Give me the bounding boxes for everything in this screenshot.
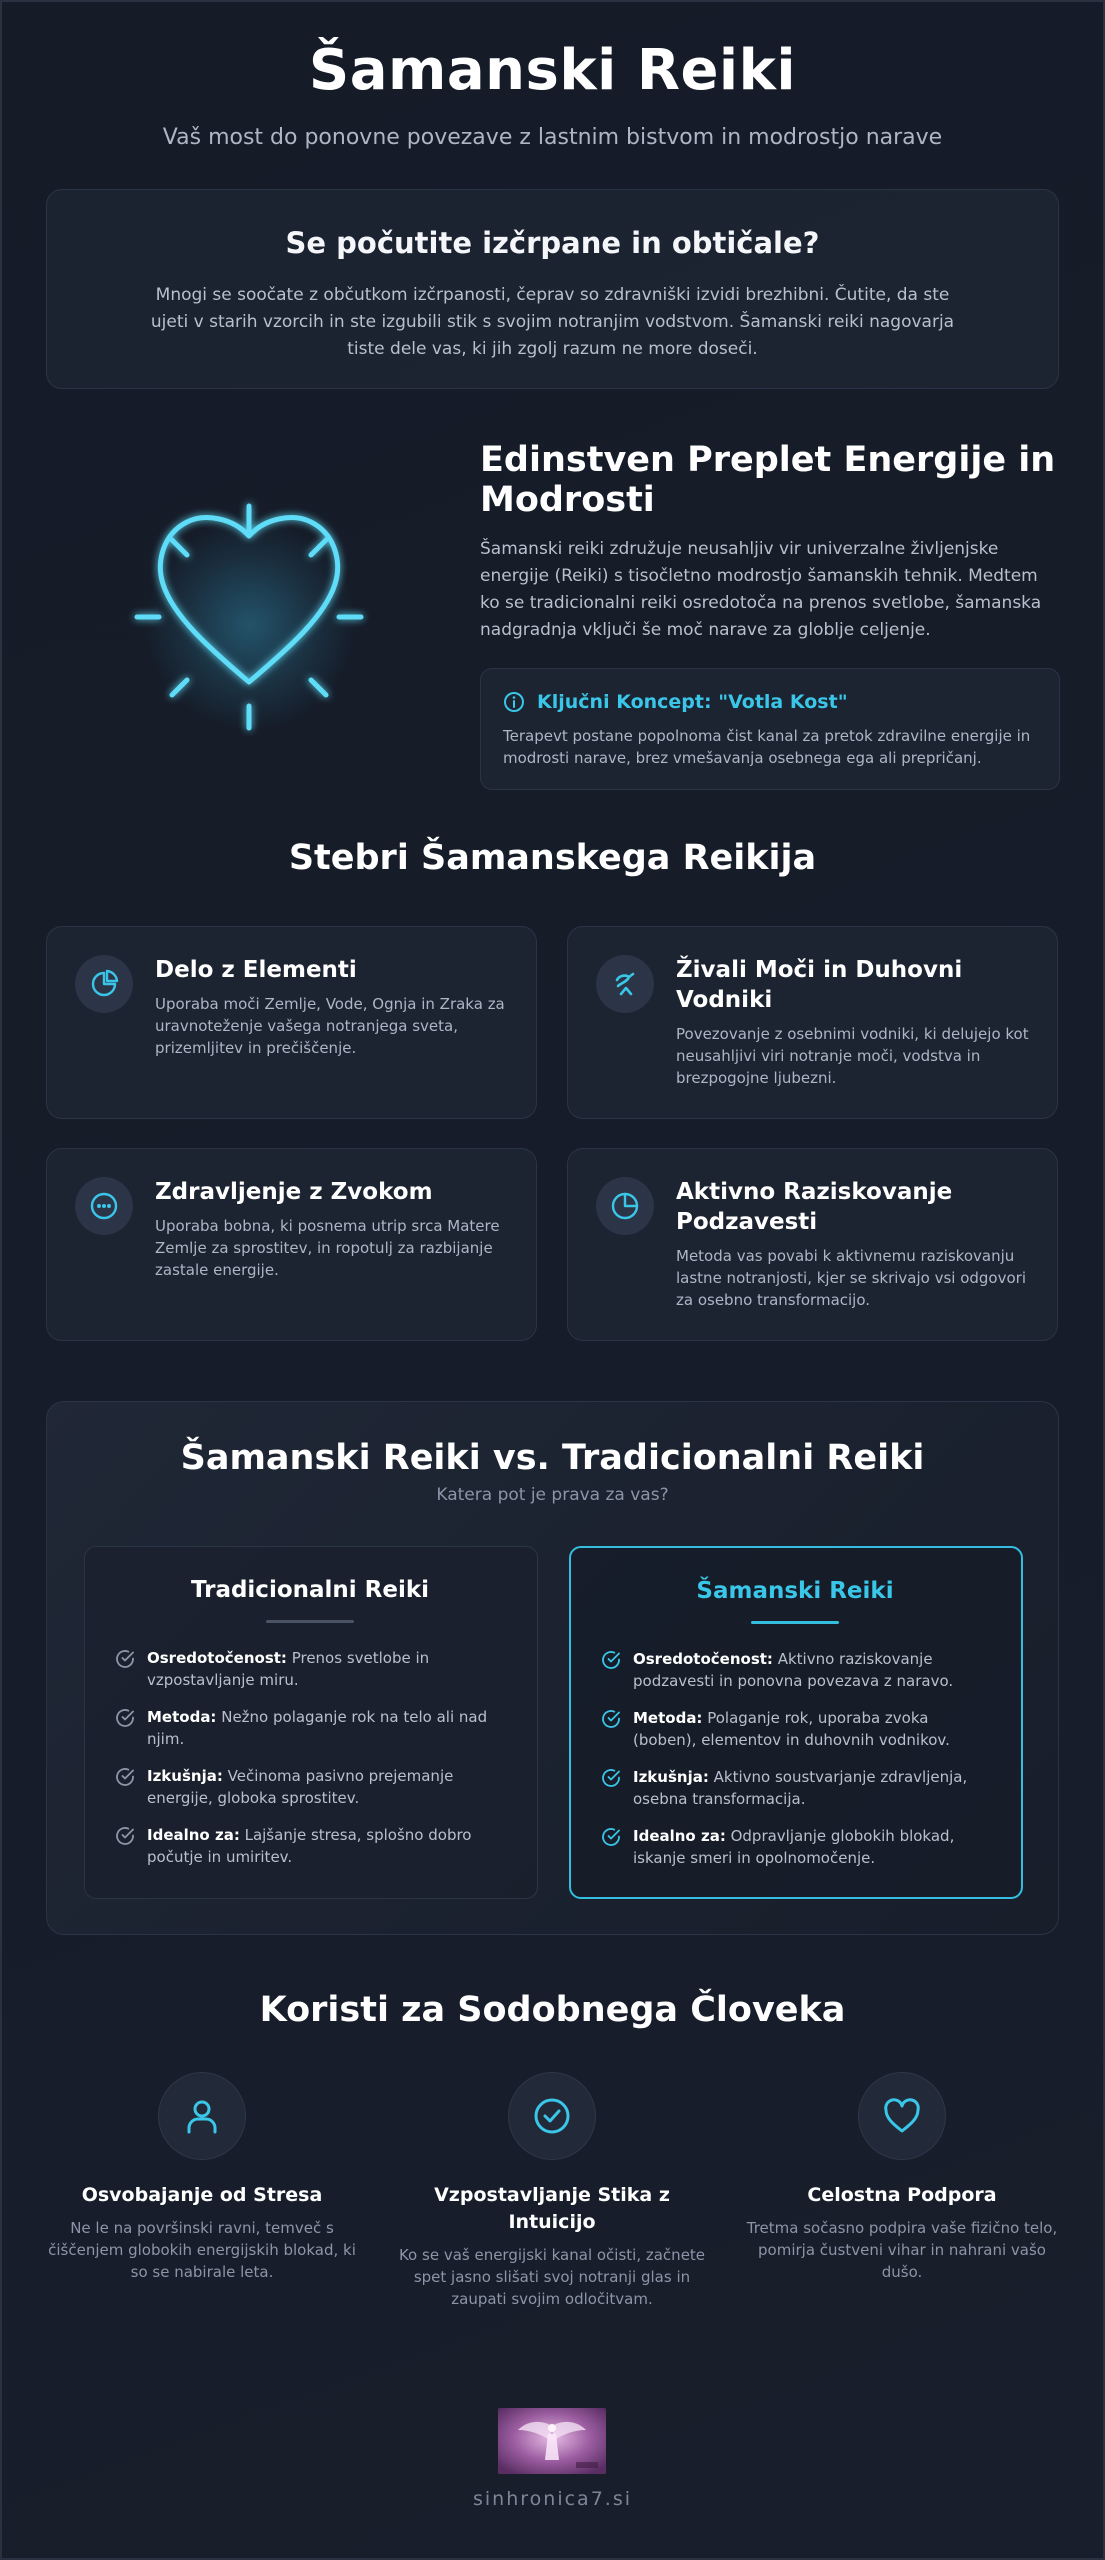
list-item <box>601 1707 989 1751</box>
check-circle-icon <box>601 1650 621 1670</box>
item-label: Metoda: <box>147 1708 217 1726</box>
key-concept-box <box>480 668 1060 790</box>
key-concept-title: Ključni Koncept: "Votla Kost" <box>537 691 848 713</box>
list-item <box>601 1766 989 1810</box>
list-item <box>115 1647 505 1691</box>
item-label: Osredotočenost: <box>147 1649 287 1667</box>
benefit-text: Ne le na površinski ravni, temveč s čiščenjem globokih energijskih blokad, ki so se nabirale leta. <box>48 2219 356 2281</box>
footer-site-link[interactable]: sinhronica7.si <box>473 2488 632 2510</box>
comparison-subtitle: Katera pot je prava za vas? <box>436 1485 669 1505</box>
energy-text: Šamanski reiki združuje neusahljiv vir univerzalne življenjske energije (Reiki) s tisočletno modrostjo šamanskih tehnik. Medtem ko se tradicionalni reiki osredotoča na prenos svetlobe, šamanska nadgradnja vključi še moč narave za globlje celjenje. <box>480 539 1042 640</box>
intro-text: Mnogi se soočate z občutkom izčrpanosti, čeprav so zdravniški izvidi brezhibni. Čutite, da ste ujeti v starih vzorcih in ste izgubili stik s svojim notranjim vodstvom. Šamanski reiki nagovarja tiste dele vas, ki jih zgolj razum ne more doseči. <box>150 285 955 359</box>
check-circle-icon <box>601 1827 621 1847</box>
benefits-title: Koristi za Sodobnega Človeka <box>259 1990 846 2030</box>
pillar-card <box>567 926 1058 1119</box>
intro-title: Se počutite izčrpane in obtičale? <box>285 226 820 260</box>
item-text: Odpravljanje globokih blokad, iskanje smeri in opolnomočenje. <box>633 1827 955 1867</box>
pillar-title: Zdravljenje z Zvokom <box>155 1179 433 1205</box>
benefit-icon-wrap <box>508 2072 596 2160</box>
comparison-card <box>46 1401 1059 1935</box>
traditional-reiki-column <box>84 1546 538 1899</box>
shamanic-reiki-column <box>569 1546 1023 1899</box>
comparison-title: Šamanski Reiki vs. Tradicionalni Reiki <box>180 1438 925 1478</box>
benefit-text: Ko se vaš energijski kanal očisti, začnete spet jasno slišati svoj notranji glas in zaupati svojim odločitvam. <box>398 2246 706 2308</box>
intro-card <box>46 189 1059 389</box>
check-circle-icon <box>115 1708 135 1728</box>
check-circle-icon <box>115 1826 135 1846</box>
title-underline <box>751 1621 839 1624</box>
item-text: Lajšanje stresa, splošno dobro počutje in umiritev. <box>147 1826 472 1866</box>
energy-title: Edinstven Preplet Energije in Modrosti <box>480 440 1056 520</box>
pillar-title: Delo z Elementi <box>155 957 357 983</box>
benefit-text: Tretma sočasno podpira vaše fizično telo, pomirja čustveni vihar in nahrani vašo dušo. <box>746 2219 1058 2281</box>
pillar-text: Uporaba bobna, ki posnema utrip srca Matere Zemlje za sprostitev, in ropotulj za razbijanje zastale energije. <box>155 1217 500 1279</box>
list-item <box>115 1706 505 1750</box>
pillar-text: Povezovanje z osebnimi vodniki, ki delujejo kot neusahljivi viri notranje moči, vodstva in brezpogojne ljubezni. <box>676 1025 1029 1087</box>
check-circle-icon <box>532 2096 572 2136</box>
pillar-card <box>567 1148 1058 1341</box>
list-item <box>601 1648 989 1692</box>
item-label: Izkušnja: <box>147 1767 223 1785</box>
pillar-title: Aktivno Raziskovanje Podzavesti <box>676 1179 953 1235</box>
item-label: Izkušnja: <box>633 1768 709 1786</box>
item-text: Prenos svetlobe in vzpostavljanje miru. <box>147 1649 430 1689</box>
glowing-heart-illustration <box>105 480 395 770</box>
pillar-icon-wrap <box>75 1177 133 1235</box>
shamanic-list <box>601 1648 989 1869</box>
user-icon <box>182 2096 222 2136</box>
pillar-icon-wrap <box>75 955 133 1013</box>
column-title: Šamanski Reiki <box>696 1578 894 1604</box>
pillar-icon-wrap <box>596 1177 654 1235</box>
heart-icon <box>105 480 395 770</box>
item-text: Aktivno raziskovanje podzavesti in ponovna povezava z naravo. <box>633 1650 954 1690</box>
benefit-title: Osvobajanje od Stresa <box>81 2184 323 2206</box>
key-concept-text: Terapevt postane popolnoma čist kanal za pretok zdravilne energije in modrosti narave, brez vmešavanja osebnega ega ali prepričanj. <box>503 727 1031 767</box>
site-logo <box>498 2408 606 2474</box>
hero <box>0 0 1105 150</box>
benefit-icon-wrap <box>858 2072 946 2160</box>
item-text: Aktivno soustvarjanje zdravljenja, osebna transformacija. <box>633 1768 968 1808</box>
pillars-title: Stebri Šamanskega Reikija <box>288 838 817 878</box>
item-text: Polaganje rok, uporaba zvoka (boben), elementov in duhovnih vodnikov. <box>633 1709 950 1749</box>
benefit-title: Celostna Podpora <box>807 2184 997 2206</box>
check-circle-icon <box>115 1767 135 1787</box>
item-text: Nežno polaganje rok na telo ali nad njim. <box>147 1708 488 1748</box>
key-concept-header <box>503 691 1037 713</box>
title-underline <box>266 1620 354 1623</box>
pie-chart-icon <box>88 968 120 1000</box>
pillar-card <box>46 1148 537 1341</box>
sound-circle-icon <box>88 1190 120 1222</box>
list-item <box>601 1825 989 1869</box>
pillar-title: Živali Moči in Duhovni Vodniki <box>676 957 963 1013</box>
item-text: Večinoma pasivno prejemanje energije, globoka sprostitev. <box>147 1767 454 1807</box>
page-subtitle: Vaš most do ponovne povezave z lastnim bistvom in modrostjo narave <box>162 125 943 150</box>
item-label: Osredotočenost: <box>633 1650 773 1668</box>
benefit-icon-wrap <box>158 2072 246 2160</box>
item-label: Metoda: <box>633 1709 703 1727</box>
pillar-card <box>46 926 537 1119</box>
heart-icon <box>881 2095 923 2137</box>
benefit-item <box>392 2072 712 2310</box>
item-label: Idealno za: <box>147 1826 240 1844</box>
traditional-list <box>115 1647 505 1868</box>
benefit-title: Vzpostavljanje Stika z Intuicijo <box>434 2184 670 2233</box>
list-item <box>115 1824 505 1868</box>
item-label: Idealno za: <box>633 1827 726 1845</box>
pillar-text: Metoda vas povabi k aktivnemu raziskovanju lastne notranjosti, kjer se skrivajo vsi odgovori za osebno transformacijo. <box>676 1247 1026 1309</box>
check-circle-icon <box>115 1649 135 1669</box>
column-title: Tradicionalni Reiki <box>190 1577 430 1603</box>
pillar-icon-wrap <box>596 955 654 1013</box>
pie-chart-icon <box>609 1190 641 1222</box>
check-circle-icon <box>601 1768 621 1788</box>
pillar-text: Uporaba moči Zemlje, Vode, Ognja in Zraka za uravnoteženje vašega notranjega sveta, prizemljitev in prečiščenje. <box>155 995 505 1057</box>
page-title: Šamanski Reiki <box>308 38 797 103</box>
energy-section <box>480 440 1060 790</box>
benefit-item <box>742 2072 1062 2283</box>
list-item <box>115 1765 505 1809</box>
info-icon <box>503 691 525 713</box>
logo-angel-image <box>498 2408 606 2474</box>
spirit-animal-icon <box>609 968 641 1000</box>
check-circle-icon <box>601 1709 621 1729</box>
benefit-item <box>42 2072 362 2283</box>
